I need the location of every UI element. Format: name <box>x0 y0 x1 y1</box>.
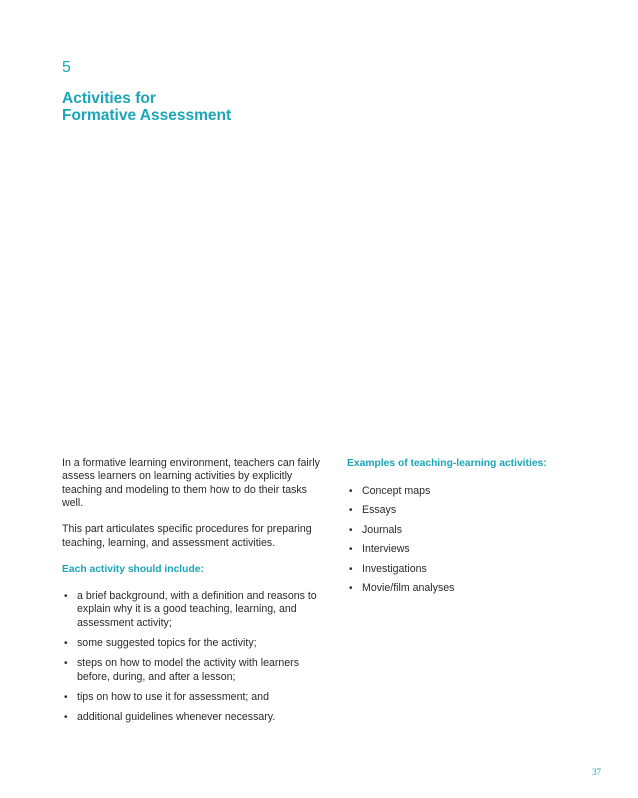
right-column <box>347 457 587 602</box>
bullet-icon: • <box>349 524 353 536</box>
chapter-title <box>62 90 231 124</box>
list-item-text: additional guidelines whenever necessary. <box>77 711 276 724</box>
list-item-text: tips on how to use it for assessment; and <box>77 690 269 703</box>
list-item <box>347 582 587 595</box>
list-item <box>62 590 324 630</box>
intro-paragraph: In a formative learning environment, teachers can fairly assess learners on learning activities by explicitly teaching and modeling to them how to do their tasks well. <box>62 457 320 510</box>
bullet-icon: • <box>349 485 353 497</box>
list-item <box>347 563 587 576</box>
list-item-text: a brief background, with a definition and reasons to explain why it is a good teaching, learning, and assessment activity; <box>77 590 317 629</box>
list-item <box>62 691 324 704</box>
list-item-text: Concept maps <box>362 484 431 497</box>
list-item-text: Interviews <box>362 543 410 555</box>
bullet-icon: • <box>64 691 68 703</box>
list-item <box>347 543 587 556</box>
list-item-text: some suggested topics for the activity; <box>77 637 257 650</box>
list-item-text: Journals <box>362 523 403 536</box>
list-item <box>347 524 587 537</box>
bullet-icon: • <box>349 544 353 555</box>
activity-include-list <box>62 590 324 724</box>
list-item <box>62 657 324 684</box>
activity-include-subheading: Each activity should include: <box>62 564 204 576</box>
chapter-number: 5 <box>62 59 71 76</box>
examples-list <box>347 485 587 596</box>
chapter-title-line-2: Formative Assessment <box>62 107 232 124</box>
list-item-text: Movie/film analyses <box>362 582 455 594</box>
chapter-title-line-1: Activities for <box>62 90 156 107</box>
page-number: 37 <box>592 767 601 777</box>
list-item-text: Investigations <box>362 562 427 575</box>
list-item <box>347 485 587 498</box>
bullet-icon: • <box>64 658 68 670</box>
bullet-icon: • <box>64 638 68 650</box>
list-item <box>347 504 587 517</box>
examples-subheading: Examples of teaching-learning activities: <box>347 458 547 469</box>
bullet-icon: • <box>349 563 353 575</box>
bullet-icon: • <box>64 712 68 724</box>
left-column <box>62 457 324 731</box>
bullet-icon: • <box>349 583 353 594</box>
list-item-text: Essays <box>362 504 397 516</box>
bullet-icon: • <box>349 505 353 516</box>
list-item <box>62 637 324 650</box>
list-item <box>62 711 324 724</box>
procedures-paragraph: This part articulates specific procedures for preparing teaching, learning, and assessment activities. <box>62 523 312 549</box>
list-item-text: steps on how to model the activity with learners before, during, and after a lesson; <box>77 657 299 683</box>
bullet-icon: • <box>64 591 68 603</box>
